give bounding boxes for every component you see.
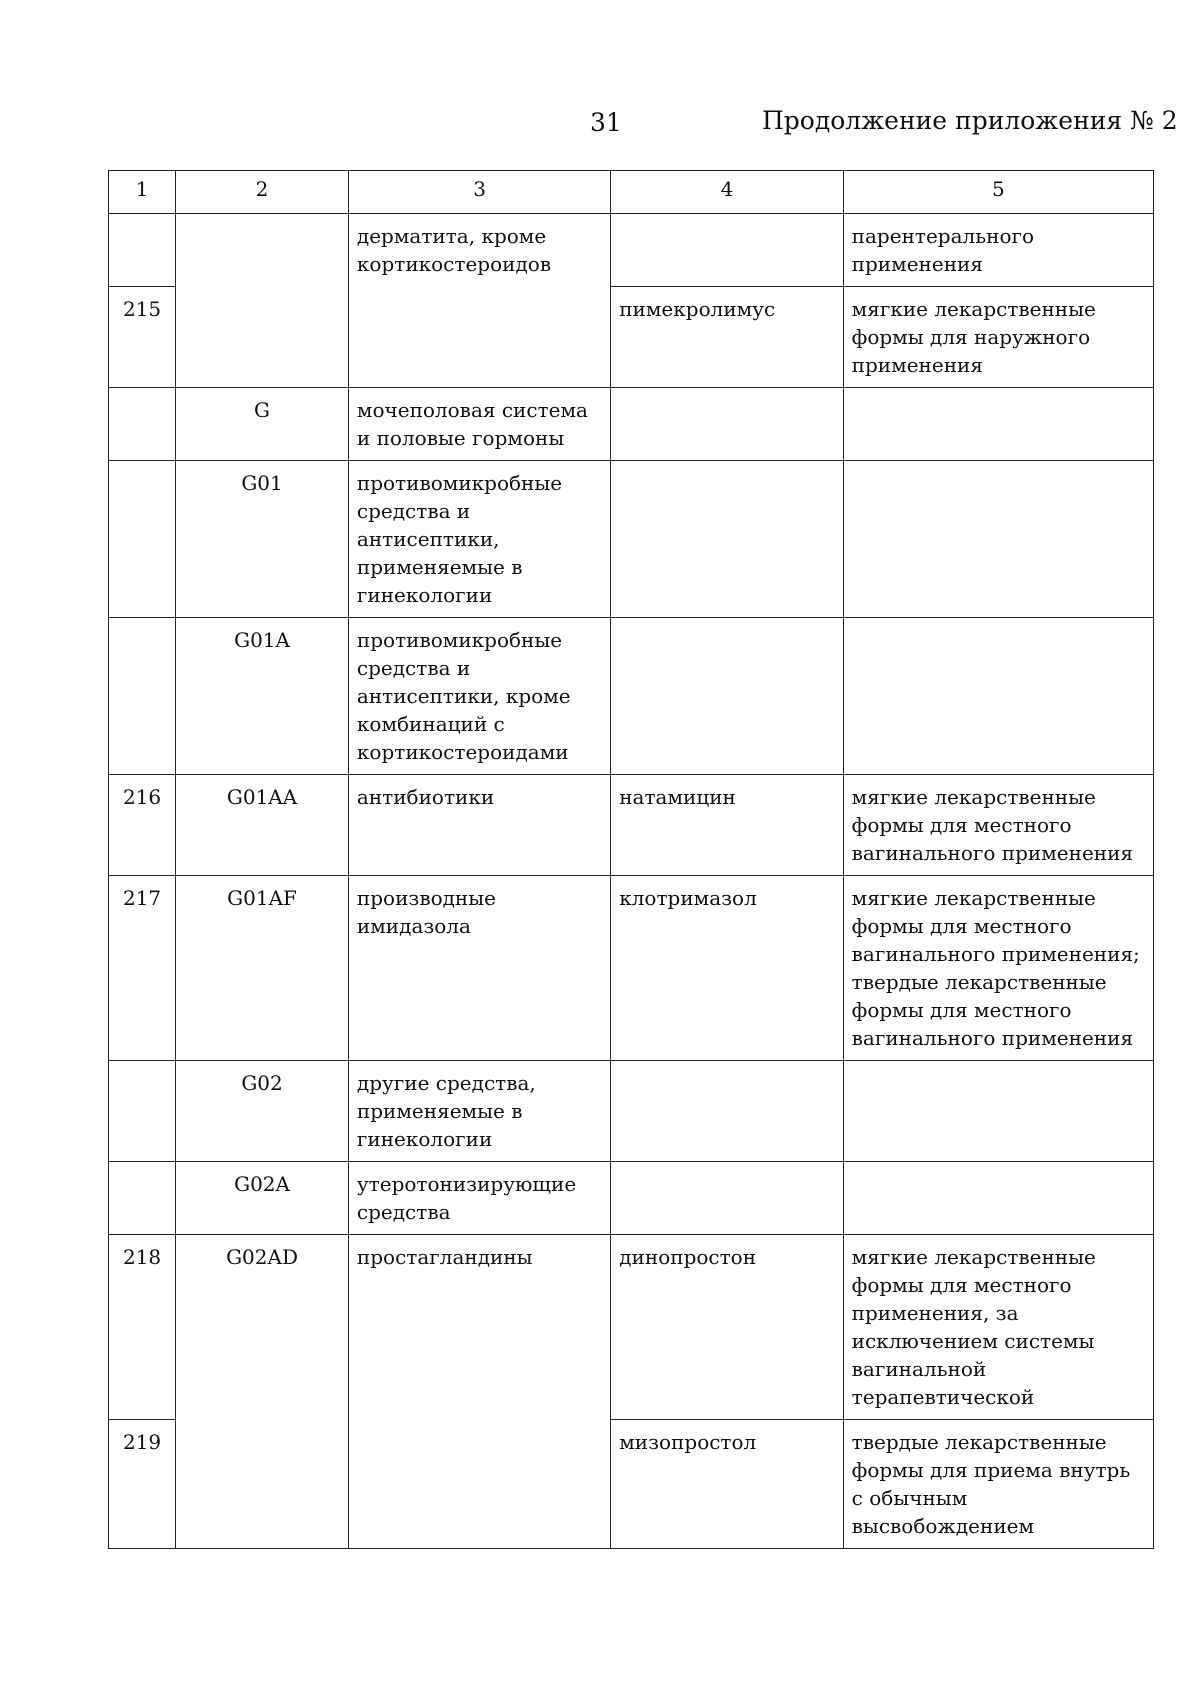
dosage-form bbox=[843, 388, 1153, 461]
drug-name bbox=[611, 214, 843, 287]
atc-code: G01 bbox=[176, 461, 349, 618]
anatomical-group: антибиотики bbox=[348, 775, 610, 876]
atc-code: G bbox=[176, 388, 349, 461]
column-header-1: 1 bbox=[109, 171, 176, 214]
dosage-form: мягкие лекарственные формы для местного вагинального применения; твердые лекарственные формы для местного вагинального применения bbox=[843, 876, 1153, 1061]
dosage-form: мягкие лекарственные формы для наружного применения bbox=[843, 287, 1153, 388]
drug-name: клотримазол bbox=[611, 876, 843, 1061]
row-number bbox=[109, 214, 176, 287]
atc-code: G01AF bbox=[176, 876, 349, 1061]
atc-code: G01A bbox=[176, 618, 349, 775]
table-row bbox=[109, 1061, 1154, 1162]
table-row bbox=[109, 214, 1154, 287]
atc-code bbox=[176, 214, 349, 388]
dosage-form: парентерального применения bbox=[843, 214, 1153, 287]
table-row bbox=[109, 1235, 1154, 1420]
dosage-form bbox=[843, 618, 1153, 775]
drug-name bbox=[611, 618, 843, 775]
row-number bbox=[109, 618, 176, 775]
appendix-continuation-note: Продолжение приложения № 2 bbox=[762, 106, 1178, 135]
drug-name: мизопростол bbox=[611, 1420, 843, 1549]
anatomical-group: производные имидазола bbox=[348, 876, 610, 1061]
column-header-2: 2 bbox=[176, 171, 349, 214]
drug-name: динопростон bbox=[611, 1235, 843, 1420]
table-row bbox=[109, 388, 1154, 461]
dosage-form bbox=[843, 1061, 1153, 1162]
page-number: 31 bbox=[590, 108, 622, 137]
anatomical-group: противомикробные средства и антисептики, применяемые в гинекологии bbox=[348, 461, 610, 618]
row-number bbox=[109, 388, 176, 461]
row-number: 219 bbox=[109, 1420, 176, 1549]
dosage-form: твердые лекарственные формы для приема внутрь с обычным высвобождением bbox=[843, 1420, 1153, 1549]
table-row bbox=[109, 876, 1154, 1061]
anatomical-group: противомикробные средства и антисептики, кроме комбинаций с кортикостероидами bbox=[348, 618, 610, 775]
anatomical-group: дерматита, кроме кортикостероидов bbox=[348, 214, 610, 388]
anatomical-group: другие средства, применяемые в гинекологии bbox=[348, 1061, 610, 1162]
table-header-row bbox=[109, 171, 1154, 214]
table-row bbox=[109, 775, 1154, 876]
row-number: 215 bbox=[109, 287, 176, 388]
row-number bbox=[109, 461, 176, 618]
row-number: 218 bbox=[109, 1235, 176, 1420]
atc-code: G02 bbox=[176, 1061, 349, 1162]
anatomical-group: мочеполовая система и половые гормоны bbox=[348, 388, 610, 461]
anatomical-group: простагландины bbox=[348, 1235, 610, 1549]
column-header-4: 4 bbox=[611, 171, 843, 214]
column-header-3: 3 bbox=[348, 171, 610, 214]
dosage-form bbox=[843, 1162, 1153, 1235]
table-row bbox=[109, 461, 1154, 618]
row-number bbox=[109, 1061, 176, 1162]
atc-code: G01AA bbox=[176, 775, 349, 876]
anatomical-group: утеротонизирующие средства bbox=[348, 1162, 610, 1235]
table-row bbox=[109, 1162, 1154, 1235]
drug-name bbox=[611, 1162, 843, 1235]
drug-name: натамицин bbox=[611, 775, 843, 876]
drug-name bbox=[611, 1061, 843, 1162]
row-number bbox=[109, 1162, 176, 1235]
table-row bbox=[109, 618, 1154, 775]
medication-table bbox=[108, 170, 1154, 1549]
atc-code: G02A bbox=[176, 1162, 349, 1235]
dosage-form bbox=[843, 461, 1153, 618]
dosage-form: мягкие лекарственные формы для местного применения, за исключением системы вагинальной терапевтической bbox=[843, 1235, 1153, 1420]
drug-name: пимекролимус bbox=[611, 287, 843, 388]
drug-name bbox=[611, 388, 843, 461]
drug-name bbox=[611, 461, 843, 618]
row-number: 217 bbox=[109, 876, 176, 1061]
atc-code: G02AD bbox=[176, 1235, 349, 1549]
column-header-5: 5 bbox=[843, 171, 1153, 214]
row-number: 216 bbox=[109, 775, 176, 876]
dosage-form: мягкие лекарственные формы для местного вагинального применения bbox=[843, 775, 1153, 876]
